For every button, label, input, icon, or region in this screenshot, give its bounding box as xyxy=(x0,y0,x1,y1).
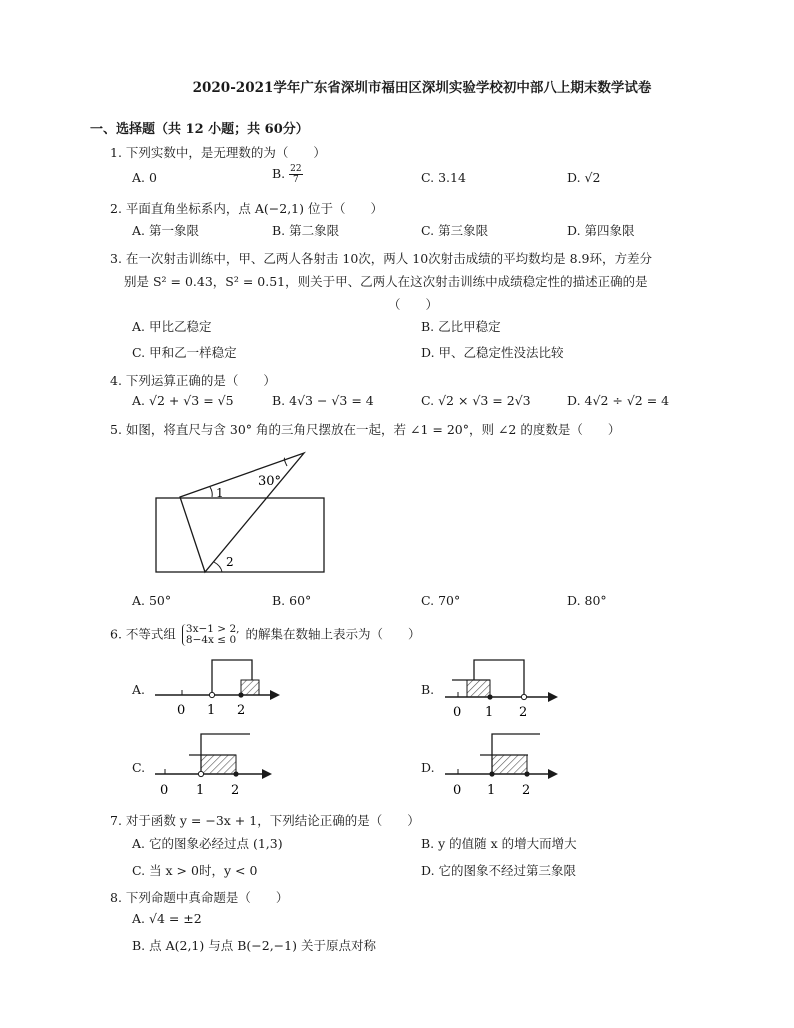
tick-label-0: 0 xyxy=(453,705,462,720)
question-4-option-a: A. √2 + √3 = √5 xyxy=(132,393,234,408)
question-8-stem: 8. 下列命题中真命题是（ ） xyxy=(110,890,289,905)
number-line-b xyxy=(445,660,558,720)
question-6-prefix: 6. 不等式组 xyxy=(110,626,176,642)
question-7-option-c: C. 当 x > 0时，y < 0 xyxy=(132,863,258,878)
question-6-option-c: C. xyxy=(132,760,146,775)
number-line-a xyxy=(155,660,280,718)
question-3-paren: （ ） xyxy=(388,297,439,312)
number-line-d xyxy=(445,734,558,798)
question-3-stem-line1: 3. 在一次射击训练中，甲、乙两人各射击 10次，两人 10次射击成绩的平均数均是 8.9环，方差分 xyxy=(110,251,653,266)
question-5-option-c: C. 70° xyxy=(421,593,461,608)
question-6-option-d: D. xyxy=(421,760,435,775)
option-b-label: B. xyxy=(272,166,286,181)
tick-label-1: 1 xyxy=(487,783,496,798)
question-4-option-d: D. 4√2 ÷ √2 = 4 xyxy=(567,393,670,408)
question-2-option-d: D. 第四象限 xyxy=(567,223,635,238)
question-4-option-b: B. 4√3 − √3 = 4 xyxy=(272,393,374,408)
tick-label-0: 0 xyxy=(160,783,169,798)
tick-label-1: 1 xyxy=(207,703,216,718)
question-8-option-a: A. √4 = ±2 xyxy=(132,911,202,926)
question-5-stem: 5. 如图，将直尺与含 30° 角的三角尺摆放在一起，若 ∠1 = 20°，则 ∠2 的度数是（ ） xyxy=(110,422,621,437)
tick-label-1: 1 xyxy=(485,705,494,720)
tick-label-0: 0 xyxy=(453,783,462,798)
question-2-stem: 2. 平面直角坐标系内，点 A(−2,1) 位于（ ） xyxy=(110,201,383,216)
tick-label-2: 2 xyxy=(519,705,528,720)
question-1-option-a: A. 0 xyxy=(132,170,157,185)
angle-1-label: 1 xyxy=(216,486,224,500)
question-4-stem: 4. 下列运算正确的是（ ） xyxy=(110,373,276,388)
question-7-option-b: B. y 的值随 x 的增大而增大 xyxy=(421,836,577,851)
question-3-stem-line2: 别是 S² = 0.43，S² = 0.51，则关于甲、乙两人在这次射击训练中成绩稳定性的描述正确的是 xyxy=(124,274,648,289)
question-3-option-d: D. 甲、乙稳定性没法比较 xyxy=(421,345,564,360)
fraction-numerator: 22 xyxy=(290,164,302,174)
question-1-option-c: C. 3.14 xyxy=(421,170,466,185)
question-1-option-d: D. √2 xyxy=(567,170,601,185)
question-6-suffix: 的解集在数轴上表示为（ ） xyxy=(245,626,421,642)
tick-label-2: 2 xyxy=(522,783,531,798)
inequality-1: 3x−1 > 2, xyxy=(185,623,240,635)
angle-30-label: 30° xyxy=(258,474,282,489)
question-7-option-d: D. 它的图象不经过第三象限 xyxy=(421,863,577,878)
fraction-denominator: 7 xyxy=(293,175,299,185)
question-6-option-a: A. xyxy=(132,682,146,697)
number-line-c xyxy=(155,734,272,798)
tick-label-0: 0 xyxy=(177,703,186,718)
angle-2-label: 2 xyxy=(226,555,234,569)
question-3-option-a: A. 甲比乙稳定 xyxy=(132,319,212,334)
question-3-option-c: C. 甲和乙一样稳定 xyxy=(132,345,237,360)
tick-label-2: 2 xyxy=(237,703,246,718)
question-2-option-a: A. 第一象限 xyxy=(132,223,199,238)
page-title: 2020-2021学年广东省深圳市福田区深圳实验学校初中部八上期末数学试卷 xyxy=(192,80,652,96)
question-4-option-c: C. √2 × √3 = 2√3 xyxy=(421,393,531,408)
question-2-option-b: B. 第二象限 xyxy=(272,223,340,238)
question-7-option-a: A. 它的图象必经过点 (1,3) xyxy=(132,836,283,851)
question-5-option-a: A. 50° xyxy=(132,593,172,608)
question-3-option-b: B. 乙比甲稳定 xyxy=(421,319,501,334)
question-5-option-d: D. 80° xyxy=(567,593,607,608)
tick-label-1: 1 xyxy=(196,783,205,798)
question-8-option-b: B. 点 A(2,1) 与点 B(−2,−1) 关于原点对称 xyxy=(132,938,376,953)
question-7-stem: 7. 对于函数 y = −3x + 1，下列结论正确的是（ ） xyxy=(110,813,420,828)
section-heading: 一、选择题（共 12 小题；共 60分） xyxy=(90,122,309,137)
question-1-stem: 1. 下列实数中，是无理数的为（ ） xyxy=(110,145,326,160)
question-6-option-b: B. xyxy=(421,682,435,697)
inequality-2: 8−4x ≤ 0 xyxy=(185,634,237,646)
question-5-option-b: B. 60° xyxy=(272,593,312,608)
tick-label-2: 2 xyxy=(231,783,240,798)
question-2-option-c: C. 第三象限 xyxy=(421,223,489,238)
